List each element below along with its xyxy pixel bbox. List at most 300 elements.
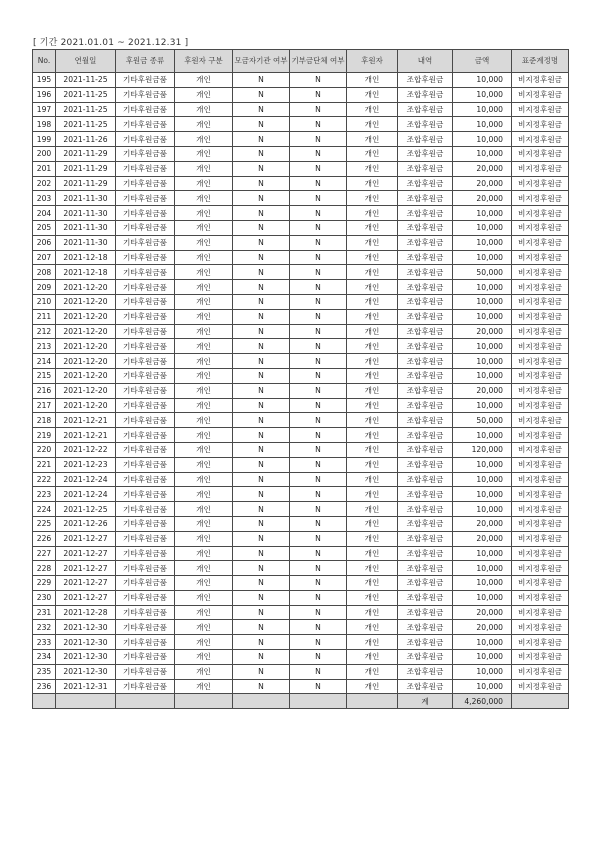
cell-account-name: 비지정후원금 bbox=[512, 206, 569, 221]
cell-fundraising-org: N bbox=[233, 368, 290, 383]
cell-donor: 개인 bbox=[347, 428, 398, 443]
table-row bbox=[33, 220, 569, 235]
cell-donation-org: N bbox=[290, 561, 347, 576]
cell-donation-org: N bbox=[290, 309, 347, 324]
cell-donor-category: 개인 bbox=[175, 531, 233, 546]
cell-donation-org: N bbox=[290, 546, 347, 561]
header-date: 연월일 bbox=[56, 50, 116, 73]
cell-donation-org: N bbox=[290, 590, 347, 605]
cell-fundraising-org: N bbox=[233, 398, 290, 413]
cell-donation-type: 기타후원금품 bbox=[116, 590, 175, 605]
cell-fundraising-org: N bbox=[233, 191, 290, 206]
cell-fundraising-org: N bbox=[233, 502, 290, 517]
cell-donor-category: 개인 bbox=[175, 472, 233, 487]
cell-amount: 10,000 bbox=[453, 398, 512, 413]
cell-no: 206 bbox=[33, 235, 56, 250]
cell-donor-category: 개인 bbox=[175, 383, 233, 398]
cell-donor-category: 개인 bbox=[175, 132, 233, 147]
cell-donor: 개인 bbox=[347, 220, 398, 235]
cell-description: 조합후원금 bbox=[398, 368, 453, 383]
cell-donor-category: 개인 bbox=[175, 220, 233, 235]
cell-no: 236 bbox=[33, 679, 56, 694]
cell-no: 212 bbox=[33, 324, 56, 339]
cell-fundraising-org: N bbox=[233, 354, 290, 369]
cell-donation-type: 기타후원금품 bbox=[116, 102, 175, 117]
cell-donor-category: 개인 bbox=[175, 309, 233, 324]
cell-description: 조합후원금 bbox=[398, 265, 453, 280]
cell-donation-org: N bbox=[290, 235, 347, 250]
cell-donor: 개인 bbox=[347, 502, 398, 517]
cell-no: 200 bbox=[33, 146, 56, 161]
cell-date: 2021-11-25 bbox=[56, 102, 116, 117]
cell-donation-org: N bbox=[290, 650, 347, 665]
cell-fundraising-org: N bbox=[233, 102, 290, 117]
cell-donor-category: 개인 bbox=[175, 117, 233, 132]
cell-account-name: 비지정후원금 bbox=[512, 546, 569, 561]
cell-fundraising-org: N bbox=[233, 531, 290, 546]
cell-fundraising-org: N bbox=[233, 679, 290, 694]
cell-amount: 20,000 bbox=[453, 620, 512, 635]
cell-donor-category: 개인 bbox=[175, 664, 233, 679]
cell-account-name: 비지정후원금 bbox=[512, 309, 569, 324]
cell-donor-category: 개인 bbox=[175, 487, 233, 502]
cell-donation-org: N bbox=[290, 383, 347, 398]
cell-donor-category: 개인 bbox=[175, 265, 233, 280]
cell-account-name: 비지정후원금 bbox=[512, 428, 569, 443]
cell-amount: 10,000 bbox=[453, 546, 512, 561]
cell-donor-category: 개인 bbox=[175, 176, 233, 191]
cell-date: 2021-12-20 bbox=[56, 368, 116, 383]
table-row bbox=[33, 605, 569, 620]
cell-account-name: 비지정후원금 bbox=[512, 354, 569, 369]
cell-no: 201 bbox=[33, 161, 56, 176]
cell-donation-type: 기타후원금품 bbox=[116, 191, 175, 206]
cell-donor: 개인 bbox=[347, 620, 398, 635]
table-row bbox=[33, 280, 569, 295]
total-cell bbox=[512, 694, 569, 709]
table-row bbox=[33, 294, 569, 309]
cell-donation-org: N bbox=[290, 324, 347, 339]
cell-donation-type: 기타후원금품 bbox=[116, 650, 175, 665]
table-row bbox=[33, 502, 569, 517]
cell-donor-category: 개인 bbox=[175, 368, 233, 383]
cell-amount: 10,000 bbox=[453, 102, 512, 117]
cell-amount: 20,000 bbox=[453, 324, 512, 339]
cell-donor-category: 개인 bbox=[175, 679, 233, 694]
cell-donor-category: 개인 bbox=[175, 235, 233, 250]
cell-donation-org: N bbox=[290, 265, 347, 280]
cell-date: 2021-11-30 bbox=[56, 235, 116, 250]
cell-donation-org: N bbox=[290, 487, 347, 502]
cell-date: 2021-12-20 bbox=[56, 324, 116, 339]
cell-no: 232 bbox=[33, 620, 56, 635]
cell-donation-type: 기타후원금품 bbox=[116, 546, 175, 561]
table-row bbox=[33, 679, 569, 694]
cell-date: 2021-11-29 bbox=[56, 161, 116, 176]
cell-description: 조합후원금 bbox=[398, 117, 453, 132]
cell-donation-org: N bbox=[290, 664, 347, 679]
cell-fundraising-org: N bbox=[233, 161, 290, 176]
table-row bbox=[33, 161, 569, 176]
cell-description: 조합후원금 bbox=[398, 502, 453, 517]
cell-no: 196 bbox=[33, 87, 56, 102]
cell-description: 조합후원금 bbox=[398, 679, 453, 694]
cell-fundraising-org: N bbox=[233, 472, 290, 487]
cell-donor: 개인 bbox=[347, 413, 398, 428]
table-row bbox=[33, 368, 569, 383]
table-row bbox=[33, 206, 569, 221]
cell-donation-org: N bbox=[290, 576, 347, 591]
cell-date: 2021-12-27 bbox=[56, 546, 116, 561]
cell-date: 2021-12-27 bbox=[56, 590, 116, 605]
cell-date: 2021-12-27 bbox=[56, 531, 116, 546]
cell-donor: 개인 bbox=[347, 117, 398, 132]
cell-date: 2021-12-27 bbox=[56, 576, 116, 591]
cell-donor-category: 개인 bbox=[175, 294, 233, 309]
cell-donor-category: 개인 bbox=[175, 576, 233, 591]
cell-amount: 10,000 bbox=[453, 590, 512, 605]
cell-amount: 10,000 bbox=[453, 73, 512, 88]
cell-amount: 10,000 bbox=[453, 146, 512, 161]
cell-no: 199 bbox=[33, 132, 56, 147]
cell-donor: 개인 bbox=[347, 457, 398, 472]
cell-amount: 10,000 bbox=[453, 132, 512, 147]
cell-account-name: 비지정후원금 bbox=[512, 620, 569, 635]
total-amount: 4,260,000 bbox=[453, 694, 512, 709]
cell-fundraising-org: N bbox=[233, 250, 290, 265]
cell-amount: 10,000 bbox=[453, 339, 512, 354]
cell-donor: 개인 bbox=[347, 132, 398, 147]
table-row bbox=[33, 383, 569, 398]
cell-donor-category: 개인 bbox=[175, 650, 233, 665]
cell-donor: 개인 bbox=[347, 368, 398, 383]
cell-donor: 개인 bbox=[347, 161, 398, 176]
table-row bbox=[33, 664, 569, 679]
cell-account-name: 비지정후원금 bbox=[512, 383, 569, 398]
cell-account-name: 비지정후원금 bbox=[512, 487, 569, 502]
cell-donor: 개인 bbox=[347, 191, 398, 206]
cell-no: 197 bbox=[33, 102, 56, 117]
cell-amount: 50,000 bbox=[453, 413, 512, 428]
cell-description: 조합후원금 bbox=[398, 620, 453, 635]
cell-no: 215 bbox=[33, 368, 56, 383]
cell-amount: 20,000 bbox=[453, 531, 512, 546]
cell-donation-org: N bbox=[290, 339, 347, 354]
cell-amount: 10,000 bbox=[453, 576, 512, 591]
cell-amount: 20,000 bbox=[453, 176, 512, 191]
cell-donor-category: 개인 bbox=[175, 620, 233, 635]
cell-no: 230 bbox=[33, 590, 56, 605]
cell-donor-category: 개인 bbox=[175, 546, 233, 561]
cell-donor: 개인 bbox=[347, 294, 398, 309]
cell-amount: 10,000 bbox=[453, 206, 512, 221]
cell-donation-org: N bbox=[290, 220, 347, 235]
cell-amount: 10,000 bbox=[453, 235, 512, 250]
cell-donation-type: 기타후원금품 bbox=[116, 250, 175, 265]
cell-description: 조합후원금 bbox=[398, 398, 453, 413]
cell-description: 조합후원금 bbox=[398, 605, 453, 620]
cell-date: 2021-12-30 bbox=[56, 620, 116, 635]
period-label: [ 기간 2021.01.01 ~ 2021.12.31 ] bbox=[33, 38, 189, 48]
cell-fundraising-org: N bbox=[233, 176, 290, 191]
total-cell bbox=[175, 694, 233, 709]
cell-date: 2021-11-30 bbox=[56, 220, 116, 235]
cell-description: 조합후원금 bbox=[398, 206, 453, 221]
cell-description: 조합후원금 bbox=[398, 531, 453, 546]
cell-no: 224 bbox=[33, 502, 56, 517]
cell-date: 2021-12-24 bbox=[56, 487, 116, 502]
cell-donation-type: 기타후원금품 bbox=[116, 265, 175, 280]
cell-account-name: 비지정후원금 bbox=[512, 117, 569, 132]
cell-amount: 10,000 bbox=[453, 368, 512, 383]
table-row bbox=[33, 191, 569, 206]
cell-donor-category: 개인 bbox=[175, 280, 233, 295]
header-donation-org: 기부금단체 여부 bbox=[290, 50, 347, 73]
cell-account-name: 비지정후원금 bbox=[512, 561, 569, 576]
table-row bbox=[33, 354, 569, 369]
cell-donation-org: N bbox=[290, 442, 347, 457]
cell-donation-type: 기타후원금품 bbox=[116, 73, 175, 88]
table-row bbox=[33, 398, 569, 413]
cell-donor: 개인 bbox=[347, 339, 398, 354]
cell-description: 조합후원금 bbox=[398, 132, 453, 147]
table-row bbox=[33, 531, 569, 546]
cell-fundraising-org: N bbox=[233, 546, 290, 561]
table-row bbox=[33, 487, 569, 502]
header-donor: 후원자 bbox=[347, 50, 398, 73]
total-cell bbox=[116, 694, 175, 709]
cell-donor: 개인 bbox=[347, 561, 398, 576]
cell-donation-type: 기타후원금품 bbox=[116, 442, 175, 457]
cell-donor: 개인 bbox=[347, 73, 398, 88]
cell-description: 조합후원금 bbox=[398, 442, 453, 457]
table-row bbox=[33, 324, 569, 339]
cell-donor: 개인 bbox=[347, 546, 398, 561]
cell-donor: 개인 bbox=[347, 280, 398, 295]
cell-donor-category: 개인 bbox=[175, 413, 233, 428]
cell-date: 2021-12-20 bbox=[56, 309, 116, 324]
cell-donor: 개인 bbox=[347, 442, 398, 457]
cell-donation-org: N bbox=[290, 176, 347, 191]
table-header-row bbox=[33, 50, 569, 73]
cell-amount: 10,000 bbox=[453, 117, 512, 132]
cell-description: 조합후원금 bbox=[398, 457, 453, 472]
cell-description: 조합후원금 bbox=[398, 413, 453, 428]
cell-account-name: 비지정후원금 bbox=[512, 324, 569, 339]
cell-description: 조합후원금 bbox=[398, 428, 453, 443]
cell-account-name: 비지정후원금 bbox=[512, 576, 569, 591]
cell-donor: 개인 bbox=[347, 472, 398, 487]
cell-no: 208 bbox=[33, 265, 56, 280]
cell-donor: 개인 bbox=[347, 176, 398, 191]
cell-donor: 개인 bbox=[347, 250, 398, 265]
cell-description: 조합후원금 bbox=[398, 280, 453, 295]
table-row bbox=[33, 516, 569, 531]
cell-donation-type: 기타후원금품 bbox=[116, 428, 175, 443]
cell-account-name: 비지정후원금 bbox=[512, 235, 569, 250]
table-row bbox=[33, 102, 569, 117]
cell-no: 225 bbox=[33, 516, 56, 531]
cell-date: 2021-12-21 bbox=[56, 428, 116, 443]
cell-amount: 10,000 bbox=[453, 87, 512, 102]
cell-no: 202 bbox=[33, 176, 56, 191]
cell-date: 2021-12-26 bbox=[56, 516, 116, 531]
cell-account-name: 비지정후원금 bbox=[512, 531, 569, 546]
table-row bbox=[33, 576, 569, 591]
cell-account-name: 비지정후원금 bbox=[512, 146, 569, 161]
cell-fundraising-org: N bbox=[233, 265, 290, 280]
cell-no: 226 bbox=[33, 531, 56, 546]
cell-account-name: 비지정후원금 bbox=[512, 339, 569, 354]
table-row bbox=[33, 413, 569, 428]
header-description: 내역 bbox=[398, 50, 453, 73]
cell-donation-type: 기타후원금품 bbox=[116, 309, 175, 324]
cell-account-name: 비지정후원금 bbox=[512, 132, 569, 147]
cell-date: 2021-11-25 bbox=[56, 73, 116, 88]
cell-account-name: 비지정후원금 bbox=[512, 398, 569, 413]
cell-description: 조합후원금 bbox=[398, 339, 453, 354]
total-cell bbox=[233, 694, 290, 709]
cell-no: 235 bbox=[33, 664, 56, 679]
cell-donation-type: 기타후원금품 bbox=[116, 354, 175, 369]
cell-no: 207 bbox=[33, 250, 56, 265]
total-cell bbox=[33, 694, 56, 709]
table-row bbox=[33, 87, 569, 102]
cell-no: 218 bbox=[33, 413, 56, 428]
cell-donor-category: 개인 bbox=[175, 146, 233, 161]
cell-description: 조합후원금 bbox=[398, 516, 453, 531]
cell-donation-type: 기타후원금품 bbox=[116, 531, 175, 546]
cell-donation-type: 기타후원금품 bbox=[116, 220, 175, 235]
cell-donor-category: 개인 bbox=[175, 324, 233, 339]
cell-amount: 50,000 bbox=[453, 265, 512, 280]
cell-donation-type: 기타후원금품 bbox=[116, 206, 175, 221]
cell-donor: 개인 bbox=[347, 590, 398, 605]
cell-donation-type: 기타후원금품 bbox=[116, 161, 175, 176]
cell-donor: 개인 bbox=[347, 576, 398, 591]
cell-account-name: 비지정후원금 bbox=[512, 87, 569, 102]
total-cell bbox=[56, 694, 116, 709]
cell-fundraising-org: N bbox=[233, 442, 290, 457]
cell-fundraising-org: N bbox=[233, 294, 290, 309]
cell-date: 2021-11-30 bbox=[56, 206, 116, 221]
cell-donation-type: 기타후원금품 bbox=[116, 87, 175, 102]
cell-description: 조합후원금 bbox=[398, 161, 453, 176]
cell-donor-category: 개인 bbox=[175, 516, 233, 531]
cell-donation-org: N bbox=[290, 146, 347, 161]
cell-date: 2021-12-20 bbox=[56, 294, 116, 309]
cell-description: 조합후원금 bbox=[398, 664, 453, 679]
cell-fundraising-org: N bbox=[233, 561, 290, 576]
cell-donor: 개인 bbox=[347, 635, 398, 650]
cell-no: 231 bbox=[33, 605, 56, 620]
cell-description: 조합후원금 bbox=[398, 235, 453, 250]
cell-date: 2021-12-30 bbox=[56, 635, 116, 650]
cell-donation-type: 기타후원금품 bbox=[116, 620, 175, 635]
cell-fundraising-org: N bbox=[233, 457, 290, 472]
table-row bbox=[33, 250, 569, 265]
header-no: No. bbox=[33, 50, 56, 73]
cell-fundraising-org: N bbox=[233, 132, 290, 147]
cell-donor-category: 개인 bbox=[175, 102, 233, 117]
cell-account-name: 비지정후원금 bbox=[512, 664, 569, 679]
cell-date: 2021-11-29 bbox=[56, 176, 116, 191]
cell-fundraising-org: N bbox=[233, 73, 290, 88]
cell-amount: 20,000 bbox=[453, 383, 512, 398]
cell-donor-category: 개인 bbox=[175, 398, 233, 413]
table-row bbox=[33, 442, 569, 457]
cell-fundraising-org: N bbox=[233, 516, 290, 531]
cell-donor-category: 개인 bbox=[175, 457, 233, 472]
cell-date: 2021-12-20 bbox=[56, 383, 116, 398]
cell-donor: 개인 bbox=[347, 531, 398, 546]
total-label: 계 bbox=[398, 694, 453, 709]
cell-no: 211 bbox=[33, 309, 56, 324]
cell-no: 221 bbox=[33, 457, 56, 472]
cell-no: 214 bbox=[33, 354, 56, 369]
cell-description: 조합후원금 bbox=[398, 191, 453, 206]
cell-donation-type: 기타후원금품 bbox=[116, 280, 175, 295]
cell-amount: 20,000 bbox=[453, 191, 512, 206]
total-cell bbox=[290, 694, 347, 709]
cell-date: 2021-12-20 bbox=[56, 339, 116, 354]
cell-date: 2021-11-26 bbox=[56, 132, 116, 147]
cell-fundraising-org: N bbox=[233, 620, 290, 635]
cell-account-name: 비지정후원금 bbox=[512, 679, 569, 694]
cell-account-name: 비지정후원금 bbox=[512, 590, 569, 605]
cell-fundraising-org: N bbox=[233, 206, 290, 221]
cell-donation-type: 기타후원금품 bbox=[116, 487, 175, 502]
cell-date: 2021-12-24 bbox=[56, 472, 116, 487]
cell-description: 조합후원금 bbox=[398, 220, 453, 235]
cell-amount: 10,000 bbox=[453, 457, 512, 472]
cell-fundraising-org: N bbox=[233, 383, 290, 398]
cell-amount: 10,000 bbox=[453, 650, 512, 665]
cell-donation-type: 기타후원금품 bbox=[116, 146, 175, 161]
cell-fundraising-org: N bbox=[233, 324, 290, 339]
cell-description: 조합후원금 bbox=[398, 487, 453, 502]
cell-donation-org: N bbox=[290, 102, 347, 117]
cell-donation-type: 기타후원금품 bbox=[116, 457, 175, 472]
cell-amount: 10,000 bbox=[453, 354, 512, 369]
cell-account-name: 비지정후원금 bbox=[512, 516, 569, 531]
cell-donor-category: 개인 bbox=[175, 635, 233, 650]
cell-donation-type: 기타후원금품 bbox=[116, 635, 175, 650]
cell-fundraising-org: N bbox=[233, 146, 290, 161]
cell-no: 217 bbox=[33, 398, 56, 413]
cell-account-name: 비지정후원금 bbox=[512, 502, 569, 517]
cell-no: 210 bbox=[33, 294, 56, 309]
cell-amount: 10,000 bbox=[453, 502, 512, 517]
cell-date: 2021-12-25 bbox=[56, 502, 116, 517]
cell-donation-org: N bbox=[290, 368, 347, 383]
cell-donation-org: N bbox=[290, 280, 347, 295]
cell-no: 204 bbox=[33, 206, 56, 221]
cell-date: 2021-12-30 bbox=[56, 650, 116, 665]
cell-fundraising-org: N bbox=[233, 590, 290, 605]
cell-donation-org: N bbox=[290, 294, 347, 309]
cell-no: 203 bbox=[33, 191, 56, 206]
cell-date: 2021-12-30 bbox=[56, 664, 116, 679]
cell-donation-type: 기타후원금품 bbox=[116, 132, 175, 147]
cell-donation-org: N bbox=[290, 428, 347, 443]
cell-donor: 개인 bbox=[347, 146, 398, 161]
cell-description: 조합후원금 bbox=[398, 383, 453, 398]
table-row bbox=[33, 339, 569, 354]
cell-date: 2021-12-18 bbox=[56, 265, 116, 280]
table-body bbox=[33, 73, 569, 694]
cell-donation-type: 기타후원금품 bbox=[116, 339, 175, 354]
